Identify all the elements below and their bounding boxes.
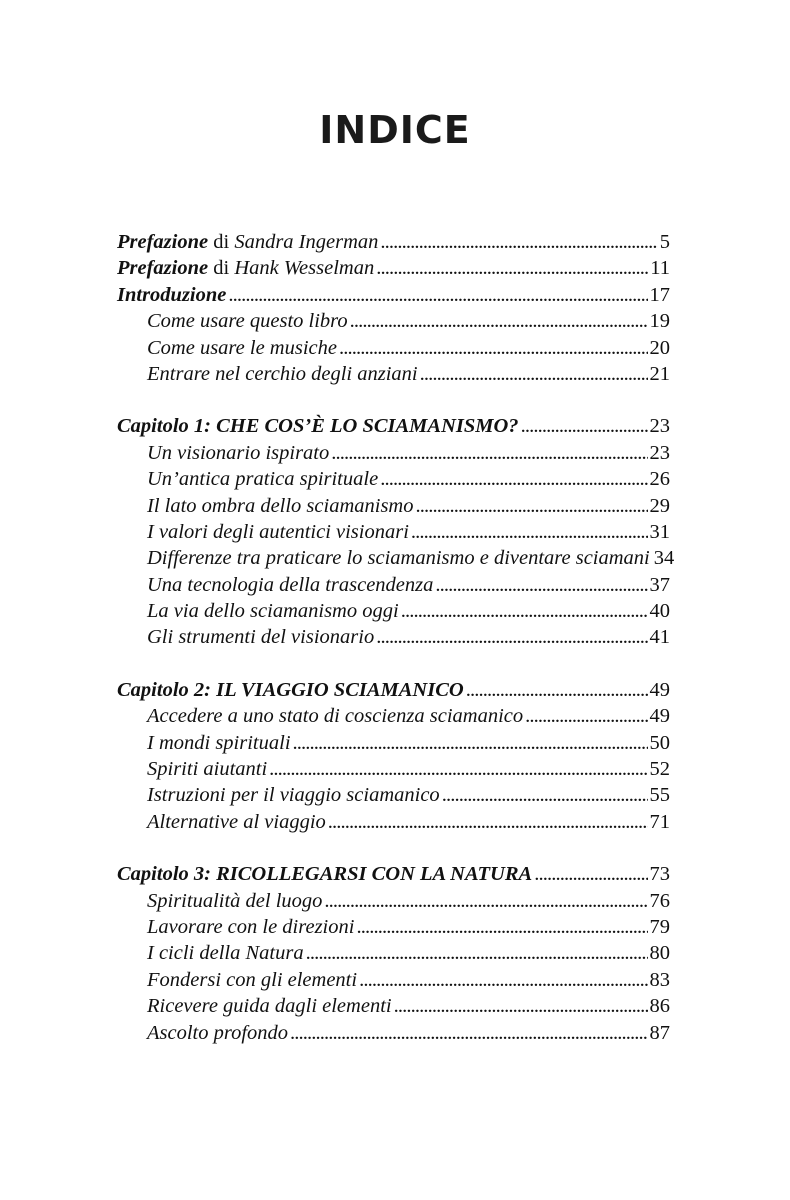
toc-entry-text: Gli strumenti del visionario [147, 626, 375, 649]
dot-leader [394, 993, 648, 1019]
toc-entry[interactable] [117, 624, 670, 650]
page-number: 50 [649, 731, 670, 754]
toc-entry-label [147, 703, 523, 729]
toc-entry-text: Come usare questo libro [147, 310, 348, 333]
toc-heading-entry[interactable] [117, 255, 670, 281]
toc-entry[interactable] [117, 545, 675, 571]
toc-entry[interactable] [117, 888, 670, 914]
toc-entry-label [147, 598, 399, 624]
page-number: 23 [649, 415, 670, 438]
toc-entry[interactable] [117, 519, 670, 545]
page-number: 52 [649, 758, 670, 781]
page-title: INDICE [319, 108, 471, 152]
toc-entry-text: Una tecnologia della trascendenza [147, 573, 434, 596]
dot-leader [339, 335, 648, 361]
dot-leader [521, 413, 648, 439]
dot-leader [525, 703, 647, 729]
dot-leader [401, 598, 648, 624]
toc-entry[interactable] [117, 335, 670, 361]
toc-entry-text: Spiritualità del luogo [147, 889, 323, 912]
toc-entry-text: Fondersi con gli elementi [147, 968, 358, 991]
toc-entry[interactable] [117, 361, 670, 387]
toc-entry[interactable] [117, 308, 670, 334]
page-number: 55 [649, 784, 670, 807]
toc-entry-text: Capitolo 1: CHE COS’È LO SCIAMANISMO? [117, 415, 519, 438]
toc-entry-text: di [208, 257, 235, 280]
toc-entry[interactable] [117, 440, 670, 466]
dot-leader [228, 282, 647, 308]
dot-leader [328, 809, 648, 835]
toc-entry-label [147, 730, 291, 756]
page-number: 20 [649, 336, 670, 359]
page-number: 31 [649, 520, 670, 543]
toc-entry-label [147, 335, 337, 361]
toc-entry-label [147, 1020, 288, 1046]
page-number: 49 [649, 678, 670, 701]
toc-entry[interactable] [117, 809, 670, 835]
toc-heading-entry[interactable] [117, 229, 670, 255]
toc-entry-text: Capitolo 3: RICOLLEGARSI CON LA NATURA [117, 863, 533, 886]
toc-entry-label [147, 914, 354, 940]
page-number: 86 [649, 995, 670, 1018]
toc-section [117, 413, 675, 651]
toc-entry[interactable] [117, 730, 670, 756]
dot-leader [380, 229, 657, 255]
toc-entry-text: Alternative al viaggio [147, 810, 326, 833]
dot-leader [534, 861, 647, 887]
toc-entry-label [147, 545, 650, 571]
dot-leader [416, 493, 648, 519]
toc-entry[interactable] [117, 1020, 670, 1046]
page-number: 17 [649, 283, 670, 306]
toc-entry[interactable] [117, 598, 670, 624]
page-number: 49 [649, 705, 670, 728]
toc-entry[interactable] [117, 914, 670, 940]
toc-entry-text: Capitolo 2: IL VIAGGIO SCIAMANICO [117, 678, 464, 701]
toc-entry-label [147, 493, 414, 519]
toc-entry-label [147, 940, 304, 966]
dot-leader [306, 940, 648, 966]
toc-entry-text: Ascolto profondo [147, 1021, 289, 1044]
dot-leader [359, 967, 647, 993]
toc-entry-label [117, 861, 532, 887]
toc-entry-text: I cicli della Natura [147, 942, 304, 965]
toc-entry-text: Hank Wesselman [234, 257, 375, 280]
page-number: 73 [649, 863, 670, 886]
toc-entry-text: Un’antica pratica spirituale [147, 468, 379, 491]
dot-leader [356, 914, 647, 940]
page-number: 21 [649, 362, 670, 385]
page-number: 40 [649, 600, 670, 623]
toc-entry[interactable] [117, 940, 670, 966]
toc-entry-label [147, 308, 348, 334]
toc-entry-label [117, 255, 374, 281]
toc-entry[interactable] [117, 993, 670, 1019]
toc-entry-label [117, 282, 226, 308]
page-number: 5 [659, 231, 670, 253]
toc-entry-label [147, 756, 267, 782]
toc-entry-text: I valori degli autentici visionari [147, 520, 409, 543]
page-number: 34 [653, 547, 675, 570]
toc-entry[interactable] [117, 493, 670, 519]
page-number: 87 [649, 1021, 670, 1044]
toc-entry-text: Spiriti aiutanti [147, 758, 268, 781]
toc-entry[interactable] [117, 756, 670, 782]
dot-leader [376, 624, 647, 650]
toc-entry-label [147, 361, 418, 387]
dot-leader [376, 255, 648, 281]
toc-heading-entry[interactable] [117, 677, 670, 703]
toc-entry-text: Sandra Ingerman [234, 231, 379, 253]
page-number: 26 [649, 468, 670, 491]
page-number: 41 [649, 626, 670, 649]
dot-leader [324, 888, 647, 914]
dot-leader [420, 361, 648, 387]
dot-leader [380, 466, 647, 492]
toc-entry-text: Come usare le musiche [147, 336, 337, 359]
dot-leader [435, 572, 647, 598]
dot-leader [290, 1020, 647, 1046]
dot-leader [293, 730, 648, 756]
toc-entry-label [117, 677, 464, 703]
toc-entry-text: La via dello sciamanismo oggi [147, 600, 399, 623]
toc-entry-label [117, 413, 519, 439]
toc-entry[interactable] [117, 967, 670, 993]
toc-heading-entry[interactable] [117, 282, 670, 308]
toc-entry-text: Introduzione [117, 283, 227, 306]
toc-entry-text: Ricevere guida dagli elementi [147, 995, 392, 1018]
dot-leader [331, 440, 647, 466]
toc-entry-text: Un visionario ispirato [147, 441, 330, 464]
page-number: 80 [649, 942, 670, 965]
page-number: 19 [649, 310, 670, 333]
toc-entry-text: I mondi spirituali [147, 731, 291, 754]
dot-leader [350, 308, 648, 334]
toc-entry[interactable] [117, 466, 670, 492]
toc-entry-text: Entrare nel cerchio degli anziani [147, 362, 418, 385]
toc-entry-label [147, 782, 440, 808]
dot-leader [411, 519, 648, 545]
page-number: 71 [649, 810, 670, 833]
toc-section [117, 677, 670, 835]
toc-entry-text: Lavorare con le direzioni [147, 915, 355, 938]
table-of-contents [117, 229, 675, 1072]
toc-entry[interactable] [117, 782, 670, 808]
dot-leader [466, 677, 648, 703]
toc-entry-text: Prefazione [117, 231, 209, 253]
page-number: 29 [649, 494, 670, 517]
toc-entry-label [147, 888, 322, 914]
page-number: 83 [649, 968, 670, 991]
toc-entry-label [147, 440, 329, 466]
toc-entry-label [147, 624, 374, 650]
page-number: 37 [649, 573, 670, 596]
toc-heading-entry[interactable] [117, 413, 670, 439]
toc-heading-entry[interactable] [117, 861, 670, 887]
toc-entry-label [147, 967, 357, 993]
toc-entry-text: Accedere a uno stato di coscienza sciamanico [147, 705, 524, 728]
toc-section [117, 861, 670, 1046]
toc-entry-text: Differenze tra praticare lo sciamanismo e diventare sciamani [147, 547, 650, 570]
page-number: 11 [650, 257, 670, 280]
page-number: 23 [649, 441, 670, 464]
toc-entry-label [147, 993, 392, 1019]
toc-section [117, 229, 670, 387]
toc-entry-text: di [208, 231, 235, 253]
toc-entry[interactable] [117, 572, 670, 598]
toc-entry-label [147, 466, 378, 492]
toc-entry-label [147, 572, 433, 598]
page-number: 79 [649, 915, 670, 938]
page-number: 76 [649, 889, 670, 912]
dot-leader [442, 782, 648, 808]
toc-entry-label [147, 809, 326, 835]
toc-entry[interactable] [117, 703, 670, 729]
toc-entry-label [117, 229, 378, 255]
toc-entry-label [147, 519, 409, 545]
toc-entry-text: Prefazione [117, 257, 209, 280]
toc-entry-text: Istruzioni per il viaggio sciamanico [147, 784, 440, 807]
toc-entry-text: Il lato ombra dello sciamanismo [147, 494, 414, 517]
dot-leader [269, 756, 647, 782]
